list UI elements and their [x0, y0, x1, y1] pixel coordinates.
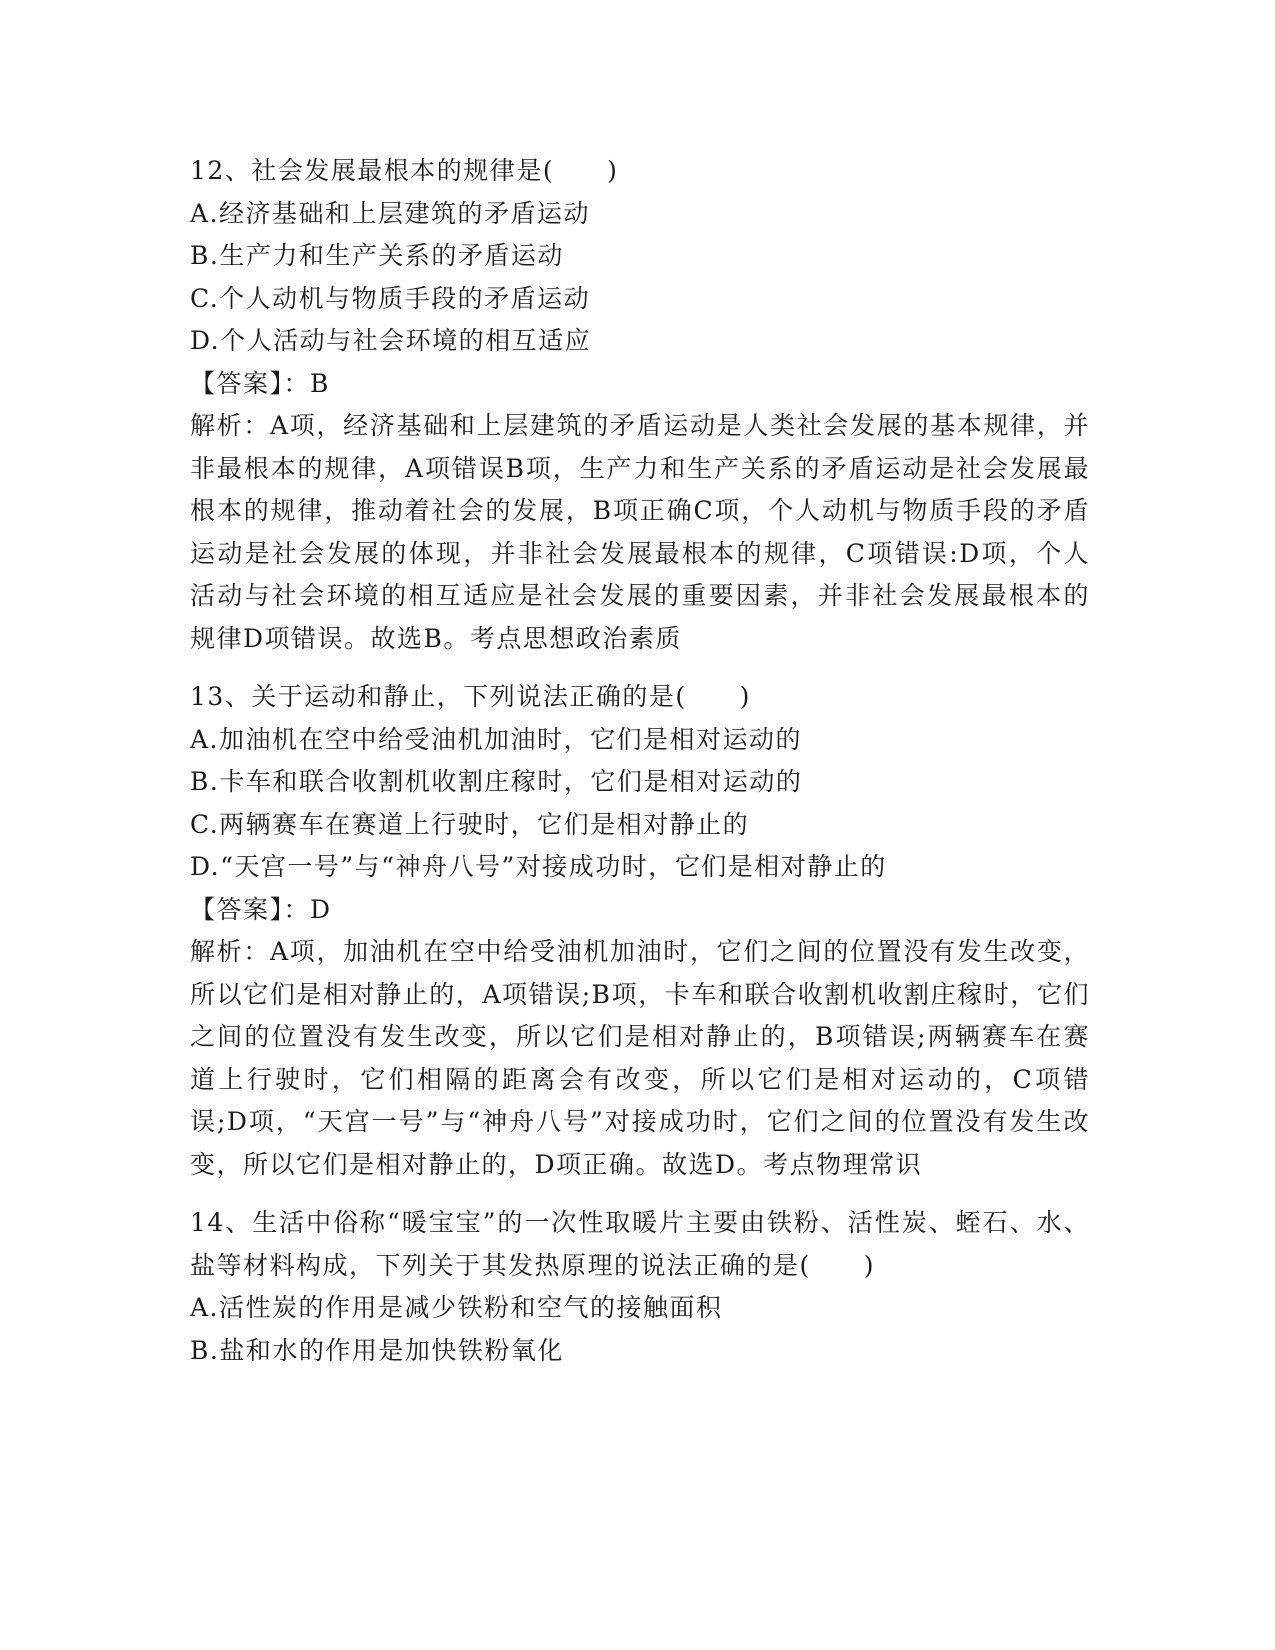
option-b: B.生产力和生产关系的矛盾运动: [190, 241, 564, 270]
option-b: B.卡车和联合收割机收割庄稼时，它们是相对运动的: [190, 767, 803, 796]
option-d: D.“天宫一号”与“神舟八号”对接成功时，它们是相对静止的: [190, 852, 887, 881]
question-12: [190, 150, 1090, 660]
question-14: [190, 1202, 1090, 1372]
analysis: 解析：A项，经济基础和上层建筑的矛盾运动是人类社会发展的基本规律，并非最根本的规律，A项错误B项，生产力和生产关系的矛盾运动是社会发展最根本的规律，推动着社会的发展，B项正确C项，个人动机与物质手段的矛盾运动是社会发展的体现，并非社会发展最根本的规律，C项错误:D项，个人活动与社会环境的相互适应是社会发展的重要因素，并非社会发展最根本的规律D项错误。故选B。考点思想政治素质: [190, 411, 1090, 653]
answer: 【答案】：B: [190, 368, 330, 398]
question-13: [190, 676, 1090, 1186]
option-b: B.盐和水的作用是加快铁粉氧化: [190, 1335, 564, 1365]
option-d: D.个人活动与社会环境的相互适应: [190, 326, 592, 355]
question-stem: 13、关于运动和静止，下列说法正确的是( ): [190, 682, 751, 711]
option-c: C.两辆赛车在赛道上行驶时，它们是相对静止的: [190, 809, 750, 839]
question-stem: 12、社会发展最根本的规律是( ): [190, 156, 619, 185]
option-a: A.经济基础和上层建筑的矛盾运动: [190, 198, 591, 228]
option-a: A.加油机在空中给受油机加油时，它们是相对运动的: [190, 724, 803, 754]
document-page: [190, 150, 1090, 1372]
answer: 【答案】：D: [190, 894, 332, 924]
option-c: C.个人动机与物质手段的矛盾运动: [190, 283, 591, 313]
option-a: A.活性炭的作用是减少铁粉和空气的接触面积: [190, 1293, 723, 1322]
question-stem: 14、生活中俗称“暖宝宝”的一次性取暖片主要由铁粉、活性炭、蛭石、水、盐等材料构成，下列关于其发热原理的说法正确的是( ): [190, 1208, 1090, 1280]
analysis: 解析：A项，加油机在空中给受油机加油时，它们之间的位置没有发生改变，所以它们是相对静止的，A项错误;B项，卡车和联合收割机收割庄稼时，它们之间的位置没有发生改变，所以它们是相对静止的，B项错误;两辆赛车在赛道上行驶时，它们相隔的距离会有改变，所以它们是相对运动的，C项错误;D项，“天宫一号”与“神舟八号”对接成功时，它们之间的位置没有发生改变，所以它们是相对静止的，D项正确。故选D。考点物理常识: [190, 937, 1090, 1179]
